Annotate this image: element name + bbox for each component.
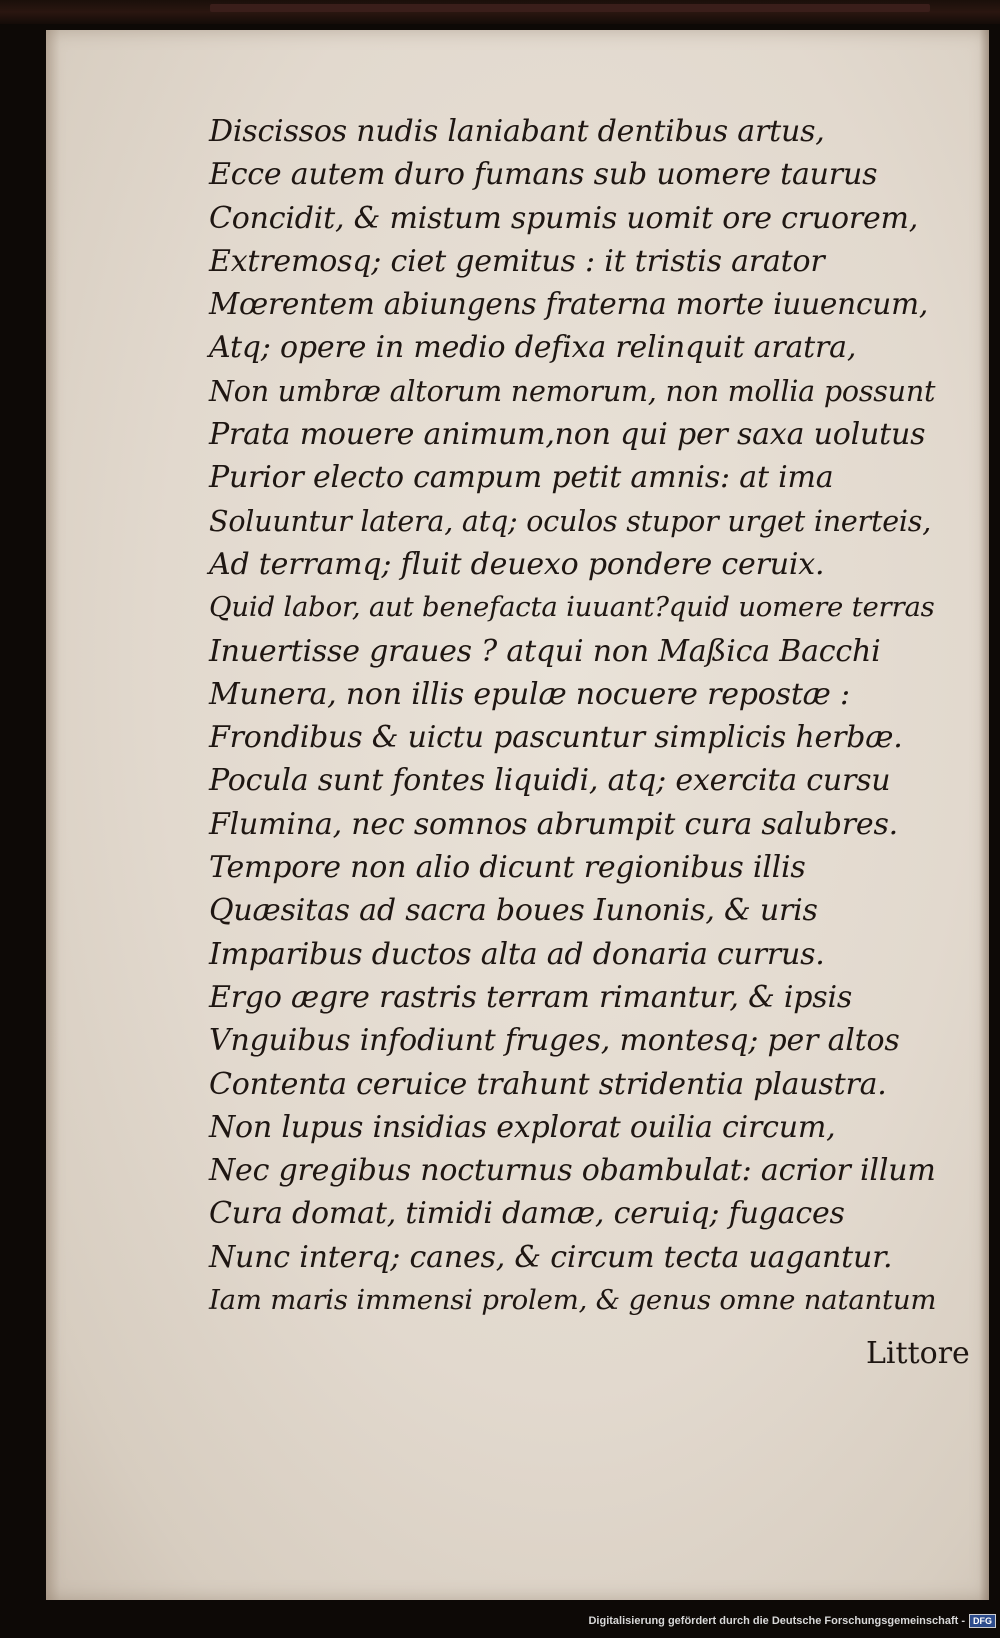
verse-line-23: Contenta ceruice trahunt stridentia plaustra. bbox=[209, 1066, 887, 1102]
digitization-footer bbox=[588, 1614, 996, 1628]
verse-line-21: Ergo ægre rastris terram rimantur, & ipsis bbox=[209, 979, 853, 1015]
verse-line-26: Cura domat, timidi damæ, ceruiq; fugaces bbox=[209, 1196, 845, 1232]
verse-line-17: Flumina, nec somnos abrumpit cura salubres. bbox=[209, 806, 898, 842]
verse-line-5: Mœrentem abiungens fraterna morte iuuencum, bbox=[209, 287, 929, 322]
book-cover-edge bbox=[210, 4, 930, 12]
verse-line-15: Frondibus & uictu pascuntur simplicis herbæ. bbox=[209, 720, 903, 756]
verse-line-11: Ad terramq; fluit deuexo pondere ceruix. bbox=[209, 546, 825, 582]
verse-line-25: Nec gregibus nocturnus obambulat: acrior illum bbox=[209, 1153, 936, 1189]
book-page bbox=[46, 30, 989, 1600]
verse-line-20: Imparibus ductos alta ad donaria currus. bbox=[209, 936, 825, 972]
verse-line-12: Quid labor, aut benefacta iuuant?quid uomere terras bbox=[209, 591, 935, 624]
verse-line-24: Non lupus insidias explorat ouilia circum, bbox=[209, 1109, 836, 1145]
verse-line-6: Atq; opere in medio defixa relinquit aratra, bbox=[209, 330, 857, 366]
verse-line-27: Nunc interq; canes, & circum tecta uagantur. bbox=[209, 1239, 893, 1275]
verse-line-1: Discissos nudis laniabant dentibus artus, bbox=[209, 114, 825, 149]
verse-line-2: Ecce autem duro fumans sub uomere taurus bbox=[209, 157, 878, 193]
verse-line-4: Extremosq; ciet gemitus : it tristis arator bbox=[209, 243, 825, 279]
verse-text-block bbox=[209, 110, 937, 1322]
verse-line-14: Munera, non illis epulæ nocuere repostæ : bbox=[209, 676, 850, 712]
verse-line-10: Soluuntur latera, atq; oculos stupor urget inerteis, bbox=[209, 504, 932, 538]
verse-line-7: Non umbræ altorum nemorum, non mollia possunt bbox=[209, 374, 936, 408]
verse-line-16: Pocula sunt fontes liquidi, atq; exercita cursu bbox=[209, 763, 891, 799]
verse-line-9: Purior electo campum petit amnis: at ima bbox=[209, 460, 834, 496]
verse-line-28: Iam maris immensi prolem, & genus omne natantum bbox=[209, 1284, 937, 1317]
book-edge-top bbox=[0, 0, 1000, 24]
verse-line-8: Prata mouere animum,non qui per saxa uolutus bbox=[209, 417, 926, 453]
catchword: Littore bbox=[866, 1336, 970, 1371]
verse-line-13: Inuertisse graues ? atqui non Maßica Bacchi bbox=[209, 633, 881, 669]
footer-credit-text: Digitalisierung gefördert durch die Deutsche Forschungsgemeinschaft - bbox=[588, 1615, 965, 1627]
verse-line-19: Quæsitas ad sacra boues Iunonis, & uris bbox=[209, 893, 818, 929]
dfg-logo-icon: DFG bbox=[969, 1614, 996, 1628]
verse-line-22: Vnguibus infodiunt fruges, montesq; per altos bbox=[209, 1023, 900, 1059]
verse-line-3: Concidit, & mistum spumis uomit ore cruorem, bbox=[209, 200, 919, 236]
verse-line-18: Tempore non alio dicunt regionibus illis bbox=[209, 850, 806, 886]
